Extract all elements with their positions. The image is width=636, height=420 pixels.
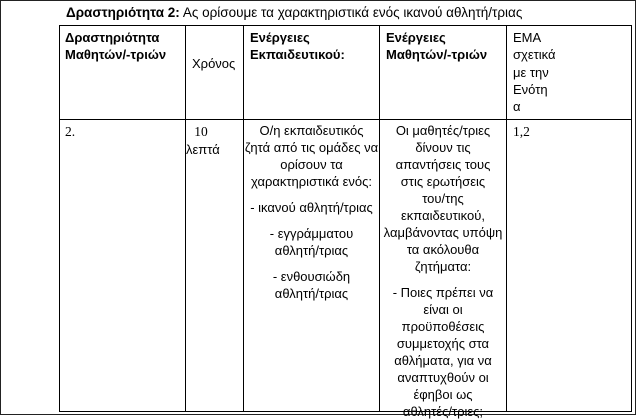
teacher-item-line: αθλητή/τριας bbox=[274, 286, 349, 302]
student-question-line: συμμετοχής στα bbox=[396, 336, 490, 352]
header-student-actions-line1: Ενέργειες bbox=[386, 30, 446, 45]
student-intro-line: στις ερωτήσεις bbox=[400, 174, 486, 190]
teacher-intro-line: ζητά από τις ομάδες να bbox=[244, 140, 379, 156]
header-student-activity bbox=[65, 29, 183, 63]
header-learning-outcomes-line4: Ενότη bbox=[513, 81, 548, 97]
student-intro-line: εκπαιδευτικού, bbox=[401, 208, 485, 224]
student-question-line: αναπτυχθούν οι bbox=[397, 370, 489, 386]
activity-heading-text: Ας ορίσουμε τα χαρακτηριστικά ενός ικανού αθλητή/τριας bbox=[179, 5, 523, 20]
student-question-line: προϋποθέσεις bbox=[401, 319, 485, 335]
activity-heading-label: Δραστηριότητα 2: bbox=[66, 5, 180, 20]
student-intro-line: ζητήματα: bbox=[414, 259, 472, 275]
header-time: Χρόνος bbox=[192, 56, 236, 71]
student-question-line: αθλητές/τριες; bbox=[402, 404, 484, 420]
row-teacher-actions bbox=[244, 122, 379, 302]
teacher-item-3 bbox=[244, 268, 379, 302]
header-learning-outcomes-line1: ΕΜΑ bbox=[513, 30, 542, 45]
header-teacher-actions-line1: Ενέργειες bbox=[250, 30, 310, 45]
row-time-unit: λεπτά bbox=[186, 141, 220, 157]
table-border-right bbox=[631, 25, 632, 412]
row-time-value: 10 bbox=[194, 124, 208, 139]
header-student-actions bbox=[386, 29, 504, 63]
teacher-intro-line: ορίσουν τα bbox=[280, 157, 343, 173]
student-intro-line: τα ακόλουθα bbox=[406, 242, 480, 258]
row-learning-outcomes: 1,2 bbox=[513, 124, 530, 139]
table-border-top bbox=[59, 25, 632, 26]
row-activity-number: 2. bbox=[65, 124, 76, 139]
teacher-item-line: - εγγράμματου bbox=[269, 226, 354, 242]
header-student-activity-line1: Δραστηριότητα bbox=[65, 30, 160, 45]
table-border-bottom bbox=[59, 411, 632, 412]
header-teacher-actions bbox=[250, 29, 378, 63]
teacher-item-1 bbox=[244, 199, 379, 216]
teacher-intro-line: χαρακτηριστικά ενός: bbox=[251, 174, 372, 190]
student-intro bbox=[380, 122, 506, 275]
teacher-intro-line: Ο/η εκπαιδευτικός bbox=[259, 123, 364, 138]
student-intro-line: του/της bbox=[422, 191, 464, 207]
teacher-item-line: - ικανού αθλητή/τριας bbox=[250, 200, 373, 216]
row-time bbox=[186, 123, 220, 158]
student-question bbox=[380, 284, 506, 420]
student-question-line: έφηβοι ως bbox=[413, 387, 473, 403]
header-learning-outcomes-line5: α bbox=[513, 99, 521, 115]
row-student-actions bbox=[380, 122, 506, 420]
student-intro-line: δίνουν τις bbox=[415, 140, 471, 156]
student-question-line: αθλήματα, για να bbox=[394, 353, 492, 369]
student-question-line: είναι οι bbox=[423, 302, 463, 318]
header-learning-outcomes-line3: με την bbox=[513, 64, 549, 80]
column-divider-1 bbox=[185, 25, 186, 412]
header-learning-outcomes-line2: σχετικά bbox=[513, 47, 556, 63]
student-question-line: - Ποιες πρέπει να bbox=[392, 285, 494, 301]
column-divider-4 bbox=[506, 25, 507, 412]
student-intro-line: Οι μαθητές/τριες bbox=[395, 123, 491, 138]
teacher-item-line: αθλητή/τριας bbox=[274, 243, 349, 259]
student-intro-line: λαμβάνοντας υπόψη bbox=[383, 225, 503, 241]
header-teacher-actions-line2: Εκπαιδευτικού: bbox=[250, 47, 345, 63]
header-student-actions-line2: Μαθητών/-τριών bbox=[386, 47, 488, 63]
header-learning-outcomes bbox=[513, 29, 629, 115]
table-header-divider bbox=[59, 119, 632, 120]
header-student-activity-line2: Μαθητών/-τριών bbox=[65, 47, 167, 63]
table-border-left bbox=[59, 25, 60, 412]
teacher-item-2 bbox=[244, 225, 379, 259]
student-intro-line: απαντήσεις τους bbox=[395, 157, 491, 173]
teacher-intro bbox=[244, 122, 379, 190]
teacher-item-line: - ενθουσιώδη bbox=[272, 269, 351, 285]
